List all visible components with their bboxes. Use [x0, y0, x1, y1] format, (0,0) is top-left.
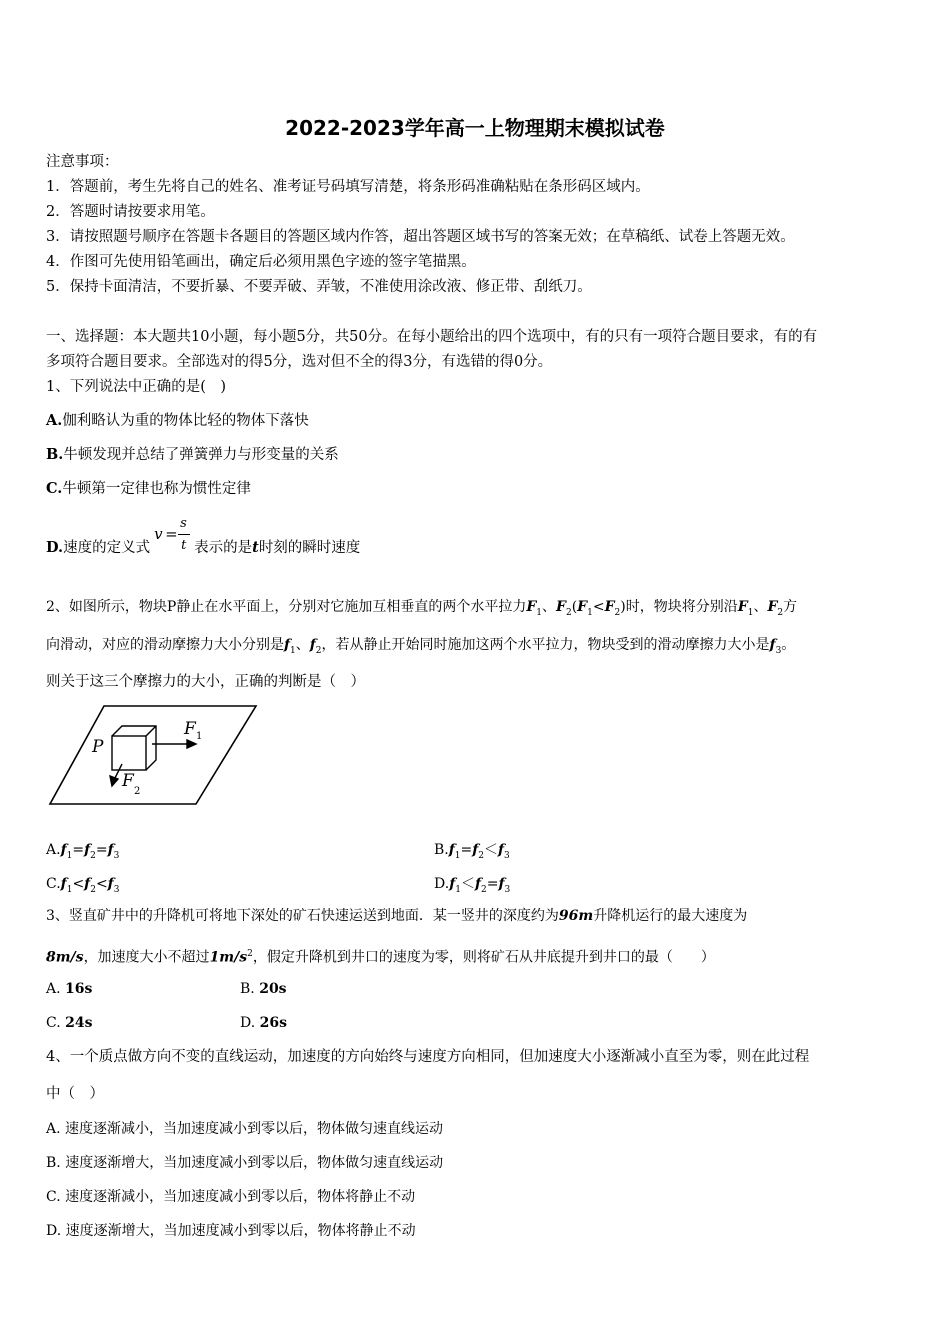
q1-option-b-label: B.	[46, 446, 64, 463]
sub: 1	[747, 607, 754, 618]
label-f2: F	[122, 771, 134, 791]
op: ＜	[484, 842, 499, 858]
q3-line1-text: 升降机运行的最大速度为	[593, 908, 748, 924]
var-f: f	[60, 842, 67, 858]
sub: 3	[113, 884, 120, 895]
sub: 2	[565, 607, 572, 618]
q3-option-d	[240, 1013, 287, 1033]
q4-option-c: C. 速度逐渐减小，当加速度减小到零以后，物体将静止不动	[46, 1189, 416, 1205]
var-f: f	[107, 876, 114, 892]
q1-option-b-text: 牛顿发现并总结了弹簧弹力与形变量的关系	[63, 447, 339, 463]
section-header-line2: 多项符合题目要求。全部选对的得5分，选对但不全的得3分，有选错的得0分。	[46, 354, 553, 370]
option-label: C.	[46, 1015, 61, 1031]
q4-line1: 4、一个质点做方向不变的直线运动，加速度的方向始终与速度方向相同，但加速度大小逐渐减小直至为零，则在此过程	[46, 1049, 810, 1065]
q3-line2-text: ，假定升降机到井口的速度为零，则将矿石从井底提升到井口的最（ ）	[252, 949, 715, 966]
var-f: f	[284, 637, 291, 653]
q2-line3: 则关于这三个摩擦力的大小，正确的判断是（ ）	[46, 674, 365, 690]
q1-option-a-label: A.	[46, 412, 63, 429]
option-label: B.	[240, 981, 255, 997]
q1-option-d-mid: 表示的是	[194, 540, 253, 556]
q2-figure	[46, 702, 260, 806]
q2-option-b	[434, 840, 510, 866]
formula-denominator: t	[181, 538, 187, 553]
notice-item-3: 3．请按照题号顺序在答题卡各题目的答题区域内作答，超出答题区域书写的答案无效；在草稿纸、试卷上答题无效。	[46, 229, 795, 245]
q1-option-d	[46, 514, 360, 558]
sub: 1	[454, 850, 461, 861]
sub: 2	[315, 645, 322, 656]
sub: 1	[587, 607, 593, 618]
var-f: f	[84, 842, 91, 858]
sep: 、	[295, 637, 310, 653]
option-value: 20s	[259, 981, 287, 997]
q1-option-d-t: t	[252, 539, 259, 556]
less-than: <	[592, 599, 605, 615]
var-F: F	[737, 599, 748, 615]
sub: 2	[90, 850, 96, 861]
q1-option-c-text: 牛顿第一定律也称为惯性定律	[62, 481, 251, 497]
op: =	[95, 842, 108, 858]
sub: 1	[290, 645, 296, 656]
var-f: f	[60, 876, 67, 892]
var-f: f	[84, 876, 91, 892]
arrow-f1	[152, 740, 196, 748]
sub: 2	[90, 884, 96, 895]
option-label: B.	[434, 842, 449, 858]
q2-option-a	[46, 840, 119, 866]
block-edge	[146, 726, 156, 736]
var-f: f	[498, 842, 505, 858]
q4-line2: 中（ ）	[46, 1086, 104, 1102]
section-header-line1: 一、选择题：本大题共10小题，每小题5分，共50分。在每小题给出的四个选项中，有的只有一项符合题目要求，有的有	[46, 329, 818, 345]
q1-stem: 1、下列说法中正确的是( )	[46, 379, 227, 395]
sub: 2	[478, 850, 485, 861]
var-F: F	[767, 599, 778, 615]
q1-option-d-pre: 速度的定义式	[63, 540, 151, 556]
var-F: F	[556, 599, 566, 615]
q2-line1	[46, 597, 797, 623]
sub: 1	[66, 884, 73, 895]
notice-item-4: 4．作图可先使用铅笔画出，确定后必须用黑色字迹的签字笔描黑。	[46, 254, 476, 270]
op: =	[72, 842, 85, 858]
sub: 3	[113, 850, 120, 861]
formula-fraction-bar	[178, 534, 190, 535]
q3-line1-text: 3、竖直矿井中的升降机可将地下深处的矿石快速运送到地面．某一竖井的深度约为	[46, 908, 559, 924]
sep: 、	[753, 599, 768, 615]
q1-option-c-label: C.	[46, 480, 63, 497]
sub: 1	[66, 850, 73, 861]
sub: 3	[775, 645, 782, 656]
sup: 2	[247, 949, 253, 959]
op: <	[72, 876, 85, 892]
label-f1-sub: 1	[196, 731, 203, 742]
var-f: f	[309, 637, 316, 653]
q2-line2	[46, 635, 795, 661]
option-value: 16s	[65, 981, 93, 997]
sub: 2	[614, 607, 621, 618]
label-f1: F	[184, 719, 196, 739]
q4-option-a: A. 速度逐渐减小，当加速度减小到零以后，物体做匀速直线运动	[46, 1121, 444, 1137]
sub: 1	[455, 884, 461, 895]
q4-option-d: D. 速度逐渐增大，当加速度减小到零以后，物体将静止不动	[46, 1223, 416, 1239]
q1-option-c	[46, 479, 251, 499]
block-p	[112, 726, 156, 770]
q2-option-d	[434, 874, 510, 900]
var-f: f	[474, 876, 481, 892]
q1-option-d-post: 时刻的瞬时速度	[258, 540, 361, 556]
q3-option-c	[46, 1013, 93, 1033]
op: <	[95, 876, 108, 892]
q3-option-a	[46, 979, 92, 999]
formula-numerator: s	[180, 516, 187, 531]
sub: 1	[536, 607, 543, 618]
option-label: C.	[46, 876, 61, 892]
q1-option-a-text: 伽利略认为重的物体比轻的物体下落快	[62, 413, 309, 429]
q3-line2	[46, 944, 715, 968]
q3-line2-text: ，加速度大小不超过	[83, 949, 210, 966]
sep: 、	[542, 599, 557, 615]
label-f2-sub: 2	[134, 786, 141, 797]
q2-line2-text: 向滑动，对应的滑动摩擦力大小分别是	[46, 637, 284, 653]
formula-equals: =	[165, 525, 178, 543]
notice-item-5: 5．保持卡面清洁，不要折暴、不要弄破、弄皱，不准使用涂改液、修正带、刮纸刀。	[46, 279, 592, 295]
label-p: P	[92, 737, 104, 757]
var-F: F	[526, 599, 537, 615]
q2-line1-text: 时，物块将分别沿	[625, 599, 738, 615]
q3-line1	[46, 906, 747, 926]
q3-accel: 1m/s	[209, 949, 248, 966]
var-f: f	[448, 842, 455, 858]
var-F: F	[577, 599, 588, 615]
option-label: A.	[46, 842, 61, 858]
plane-parallelogram	[50, 706, 256, 804]
notice-item-2: 2．答题时请按要求用笔。	[46, 204, 215, 220]
op: =	[486, 876, 499, 892]
q2-line1-text: 方	[783, 599, 798, 615]
sub: 3	[504, 884, 511, 895]
q1-option-a	[46, 411, 309, 431]
option-label: D.	[434, 876, 450, 892]
paren: )	[620, 599, 626, 615]
var-f: f	[472, 842, 479, 858]
sub: 2	[777, 607, 784, 618]
exam-title: 2022-2023学年高一上物理期末模拟试卷	[285, 116, 665, 140]
q3-max-speed: 8m/s	[46, 949, 84, 966]
option-value: 26s	[259, 1015, 288, 1031]
q1-option-d-label: D.	[46, 539, 64, 556]
q2-line2-text: ，若从静止开始同时施加这两个水平拉力，物块受到的滑动摩擦力大小是	[321, 637, 770, 653]
block-front	[112, 736, 146, 770]
q2-option-c	[46, 874, 119, 900]
var-f: f	[769, 637, 776, 653]
var-f: f	[498, 876, 505, 892]
formula-v: v	[154, 525, 163, 543]
q1-option-b	[46, 445, 339, 465]
notice-heading: 注意事项：	[46, 154, 119, 170]
notice-item-1: 1．答题前，考生先将自己的姓名、准考证号码填写清楚，将条形码准确粘贴在条形码区域内。	[46, 179, 650, 195]
op: ＜	[460, 876, 475, 892]
var-f: f	[449, 876, 456, 892]
q3-option-b	[240, 979, 287, 999]
option-label: D.	[240, 1015, 256, 1031]
q3-depth: 96m	[558, 908, 594, 924]
option-label: A.	[46, 981, 61, 997]
sub: 2	[480, 884, 487, 895]
var-f: f	[107, 842, 114, 858]
q4-option-b: B. 速度逐渐增大，当加速度减小到零以后，物体做匀速直线运动	[46, 1155, 444, 1171]
sub: 3	[504, 850, 510, 861]
q2-line2-text: 。	[781, 637, 796, 653]
q2-line1-text: 2、如图所示，物块P静止在水平面上，分别对它施加互相垂直的两个水平拉力	[46, 599, 527, 615]
op: =	[460, 842, 473, 858]
var-F: F	[604, 599, 615, 615]
option-value: 24s	[65, 1015, 93, 1031]
paren: (	[571, 599, 578, 615]
velocity-formula	[150, 514, 194, 558]
